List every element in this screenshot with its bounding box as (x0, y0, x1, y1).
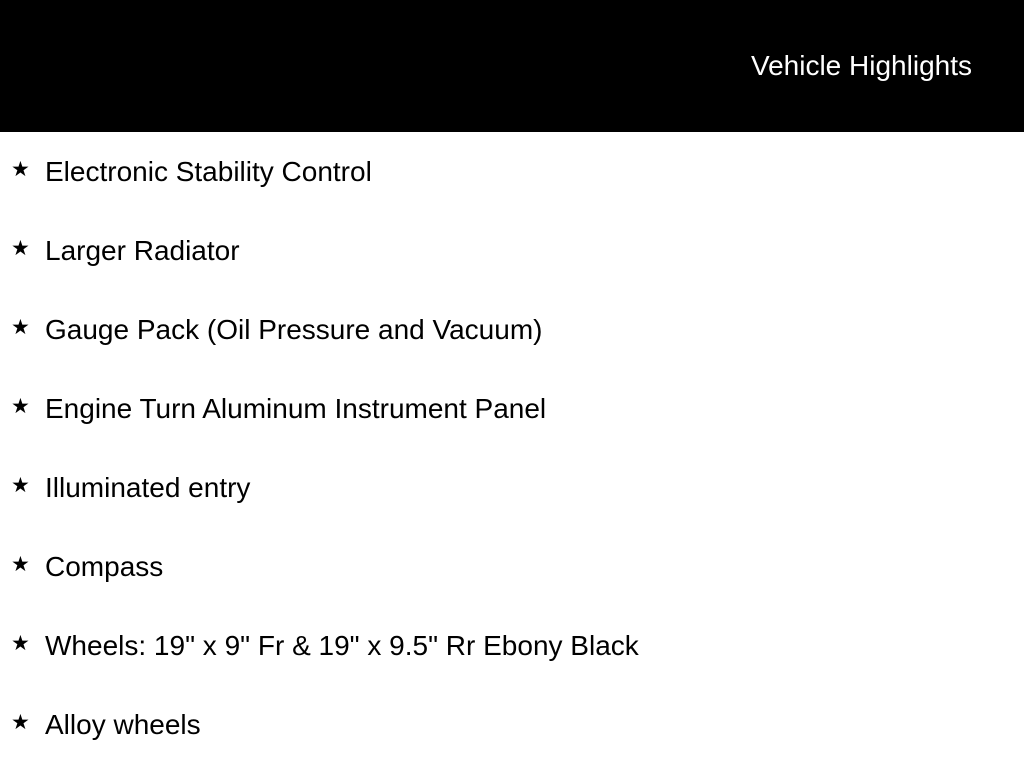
star-icon: ★ (11, 711, 30, 734)
highlight-label: Larger Radiator (45, 235, 240, 266)
highlights-list (0, 132, 1024, 764)
star-icon: ★ (11, 158, 30, 181)
list-item (0, 606, 1024, 685)
highlight-label: Compass (45, 551, 164, 582)
star-icon: ★ (11, 474, 30, 497)
list-item (0, 211, 1024, 290)
star-icon: ★ (11, 316, 30, 339)
list-item (0, 132, 1024, 211)
highlight-label: Engine Turn Aluminum Instrument Panel (45, 393, 547, 424)
list-item (0, 448, 1024, 527)
highlight-label: Alloy wheels (45, 709, 201, 740)
list-item (0, 527, 1024, 606)
star-icon: ★ (11, 237, 30, 260)
star-icon: ★ (11, 553, 30, 576)
highlight-label: Electronic Stability Control (45, 156, 372, 187)
star-icon: ★ (11, 632, 30, 655)
highlight-label: Illuminated entry (45, 472, 251, 503)
star-icon: ★ (11, 395, 30, 418)
list-item (0, 290, 1024, 369)
page-title: Vehicle Highlights (750, 50, 972, 81)
highlight-label: Wheels: 19" x 9" Fr & 19" x 9.5" Rr Ebony Black (45, 630, 639, 661)
list-item (0, 369, 1024, 448)
header-bar (0, 0, 1024, 132)
highlight-label: Gauge Pack (Oil Pressure and Vacuum) (45, 314, 543, 345)
list-item (0, 685, 1024, 764)
